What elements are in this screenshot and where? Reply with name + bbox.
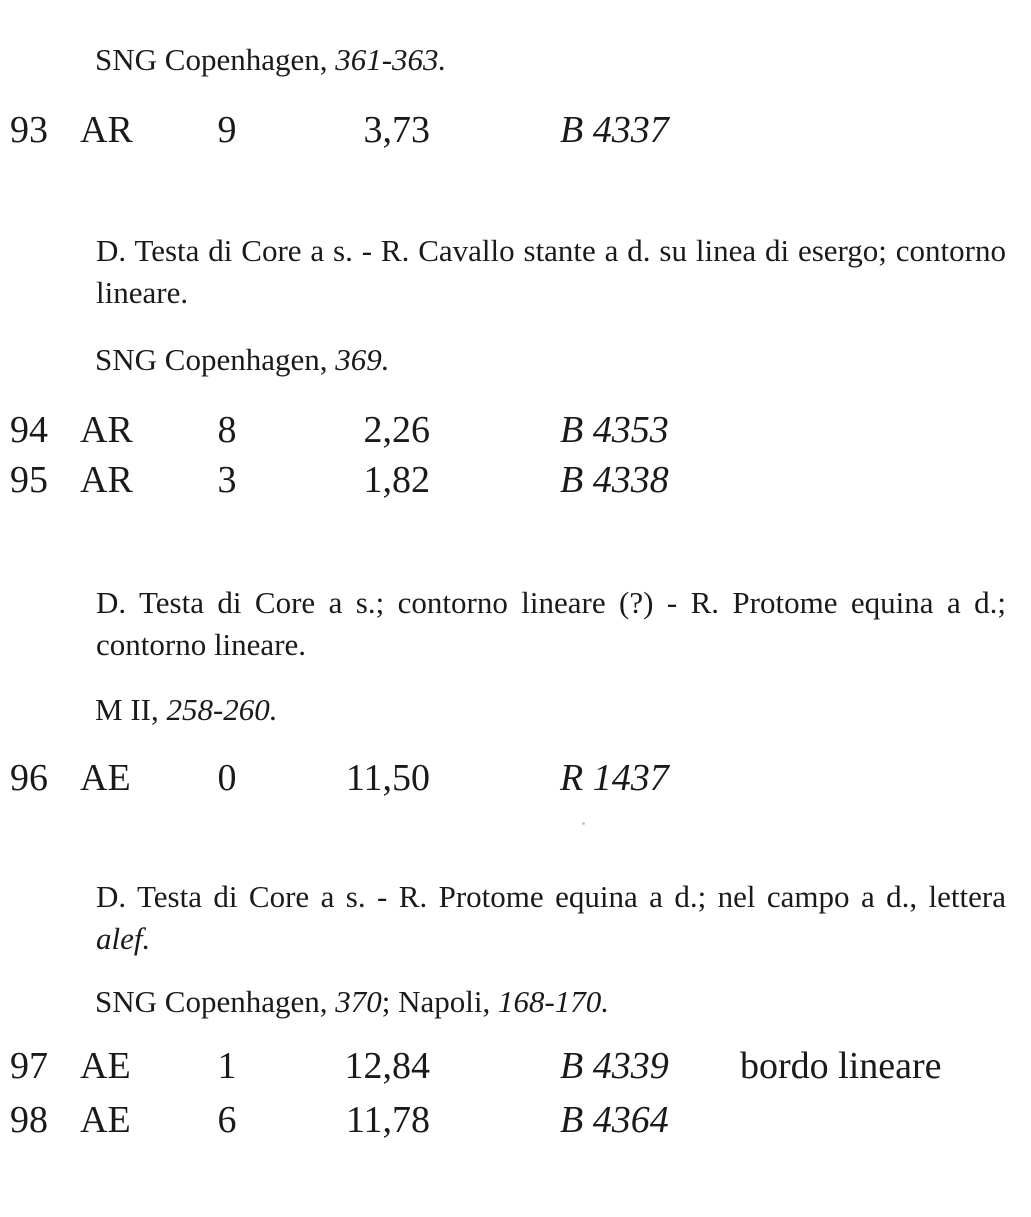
- die-axis: 3: [217, 459, 237, 501]
- catalogue-number: 98: [10, 1099, 48, 1141]
- weight: 3,73: [363, 109, 430, 151]
- catalogue-row: [0, 1044, 1031, 1094]
- row-note: bordo lineare: [740, 1045, 942, 1087]
- description-italic-term: alef.: [96, 921, 151, 956]
- catalogue-number: 94: [10, 409, 48, 451]
- coin-description: [96, 876, 1006, 960]
- reference-numbers-2: 168-170.: [497, 984, 610, 1019]
- reference-source: M II,: [95, 692, 167, 727]
- catalogue-row: [0, 408, 1031, 458]
- reference-numbers: 370: [335, 984, 382, 1019]
- die-axis: 1: [217, 1045, 237, 1087]
- description-text: D. Testa di Core a s. - R. Protome equina a d.; nel campo a d., lettera: [96, 879, 1006, 914]
- weight: 11,50: [345, 757, 430, 799]
- coin-description: D. Testa di Core a s. - R. Cavallo stante a d. su linea di esergo; contorno lineare.: [96, 233, 1006, 310]
- catalogue-row: [0, 108, 1031, 158]
- die-axis: 6: [217, 1099, 237, 1141]
- metal: AR: [80, 109, 133, 151]
- reference-line: [95, 692, 278, 728]
- weight: 1,82: [363, 459, 430, 501]
- inventory-number: B 4339: [560, 1045, 669, 1087]
- paper-speck: [582, 822, 585, 825]
- reference-numbers: 361-363.: [335, 42, 447, 77]
- catalogue-number: 96: [10, 757, 48, 799]
- reference-source: SNG Copenhagen,: [95, 42, 336, 77]
- weight: 11,78: [345, 1099, 430, 1141]
- reference-separator: ;: [381, 984, 399, 1019]
- inventory-number: B 4338: [560, 459, 669, 501]
- weight: 2,26: [363, 409, 430, 451]
- metal: AE: [80, 1099, 131, 1141]
- coin-description: D. Testa di Core a s.; contorno lineare (?) - R. Protome equina a d.; contorno lineare.: [96, 585, 1006, 662]
- reference-line: [95, 984, 609, 1020]
- catalogue-row: [0, 1098, 1031, 1148]
- die-axis: 0: [217, 757, 237, 799]
- reference-source-2: Napoli,: [398, 984, 498, 1019]
- die-axis: 9: [217, 109, 237, 151]
- die-axis: 8: [217, 409, 237, 451]
- inventory-number: B 4353: [560, 409, 669, 451]
- inventory-number: B 4337: [560, 109, 669, 151]
- reference-line: [95, 342, 389, 378]
- catalogue-row: [0, 756, 1031, 806]
- catalogue-row: [0, 458, 1031, 508]
- reference-numbers: 258-260.: [166, 692, 278, 727]
- catalogue-number: 93: [10, 109, 48, 151]
- weight: 12,84: [344, 1045, 430, 1087]
- metal: AR: [80, 459, 133, 501]
- metal: AE: [80, 757, 131, 799]
- catalogue-number: 95: [10, 459, 48, 501]
- reference-source: SNG Copenhagen,: [95, 342, 336, 377]
- inventory-number: R 1437: [560, 757, 669, 799]
- metal: AR: [80, 409, 133, 451]
- inventory-number: B 4364: [560, 1099, 669, 1141]
- reference-source: SNG Copenhagen,: [95, 984, 336, 1019]
- catalogue-number: 97: [10, 1045, 48, 1087]
- metal: AE: [80, 1045, 131, 1087]
- reference-line: [95, 42, 446, 78]
- reference-numbers: 369.: [335, 342, 390, 377]
